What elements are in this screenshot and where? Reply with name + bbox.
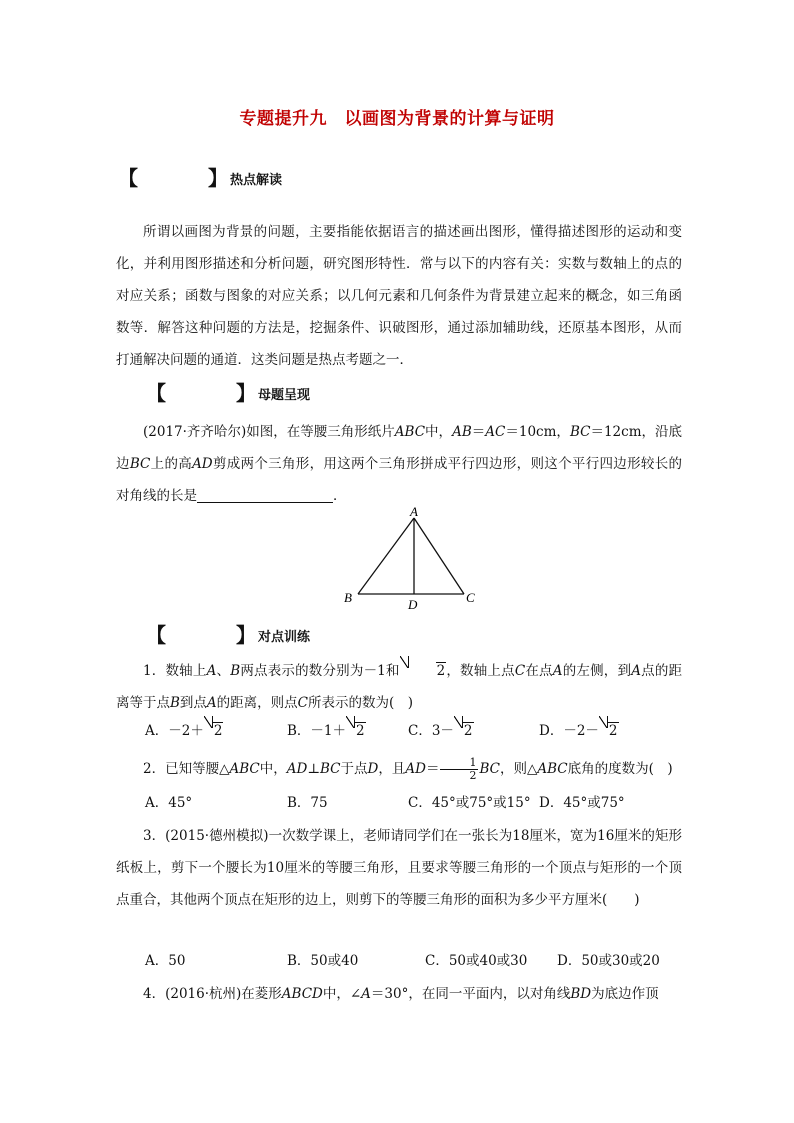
section-label: 热点解读 <box>230 172 283 188</box>
bracket-left: 【 <box>146 381 166 405</box>
option-c: C．3－ 2 <box>408 715 474 747</box>
bracket-right: 】 <box>236 623 256 647</box>
option-d: D．45°或75° <box>539 795 625 811</box>
bracket-right: 】 <box>208 166 228 190</box>
mother-problem: (2017·齐齐哈尔)如图，在等腰三角形纸片ABC中，AB＝AC＝10cm，BC＝12cm，沿底边BC上的高AD剪成两个三角形，用这两个三角形拼成平行四边形，则这个平行四边形较长的对角线的长是 ． <box>116 424 683 504</box>
triangle-figure <box>330 500 500 620</box>
label-a: A <box>410 504 418 519</box>
option-b: B．50或40 <box>287 953 359 969</box>
section-heading-mother <box>146 383 310 403</box>
sqrt-symbol: 2 <box>400 655 447 687</box>
question-2-options <box>145 787 685 819</box>
bracket-right: 】 <box>236 381 256 405</box>
option-d: D．－2－ 2 <box>539 715 619 747</box>
question-1-options <box>145 715 685 747</box>
section-label: 母题呈现 <box>258 387 311 403</box>
side-ab <box>358 518 414 594</box>
label-b: B <box>344 590 352 605</box>
option-c: C．45°或75°或15° <box>408 795 531 811</box>
page-title: 专题提升九 以画图为背景的计算与证明 <box>239 109 555 129</box>
question-1: 1．数轴上A、B两点表示的数分别为－1和 2，数轴上点C在点A的左侧，到A点的距离等于点B到点A的距离，则点C所表示的数为( ) <box>116 655 682 719</box>
question-4: 4．(2016·杭州)在菱形ABCD中，∠A＝30°，在同一平面内，以对角线BD为底边作顶 <box>143 986 659 1002</box>
option-a: A．－2＋ 2 <box>145 715 223 747</box>
option-d: D．50或30或20 <box>557 953 660 969</box>
question-3-options <box>145 945 685 977</box>
section-heading-practice <box>146 625 310 645</box>
answer-blank <box>197 488 333 503</box>
bracket-left: 【 <box>146 623 166 647</box>
option-a: A．45° <box>145 795 193 811</box>
option-c: C．50或40或30 <box>425 953 528 969</box>
section-heading-hot <box>118 168 282 188</box>
label-c: C <box>466 590 475 605</box>
intro-paragraph: 所谓以画图为背景的问题，主要指能依据语言的描述画出图形，懂得描述图形的运动和变化，并利用图形描述和分析问题，研究图形特性．常与以下的内容有关：实数与数轴上的点的对应关系；函数与图象的对应关系；以几何元素和几何条件为背景建立起来的概念，如三角函数等．解答这种问题的方法是，挖掘条件、识破图形，通过添加辅助线，还原基本图形，从而打通解决问题的通道．这类问题是热点考题之一． <box>116 224 682 368</box>
option-b: B．75 <box>287 795 328 811</box>
question-3: 3．(2015·德州模拟)一次数学课上，老师请同学们在一张长为18厘米，宽为16厘米的矩形纸板上，剪下一个腰长为10厘米的等腰三角形，且要求等腰三角形的一个顶点与矩形的一个顶点重合，其他两个顶点在矩形的边上，则剪下的等腰三角形的面积为多少平方厘米( ) <box>116 828 682 908</box>
option-b: B．－1＋ 2 <box>287 715 366 747</box>
bracket-left: 【 <box>118 166 138 190</box>
section-label: 对点训练 <box>258 629 311 645</box>
fraction-one-half: $\frac{1}{2}$ <box>440 757 478 782</box>
side-ac <box>414 518 464 594</box>
question-2: 2．已知等腰△ABC中，AD⊥BC于点D，且AD＝ $\frac{1}{2}$ BC，则△ABC底角的度数为( ) <box>143 756 673 782</box>
label-d: D <box>408 597 418 612</box>
option-a: A．50 <box>145 953 186 969</box>
